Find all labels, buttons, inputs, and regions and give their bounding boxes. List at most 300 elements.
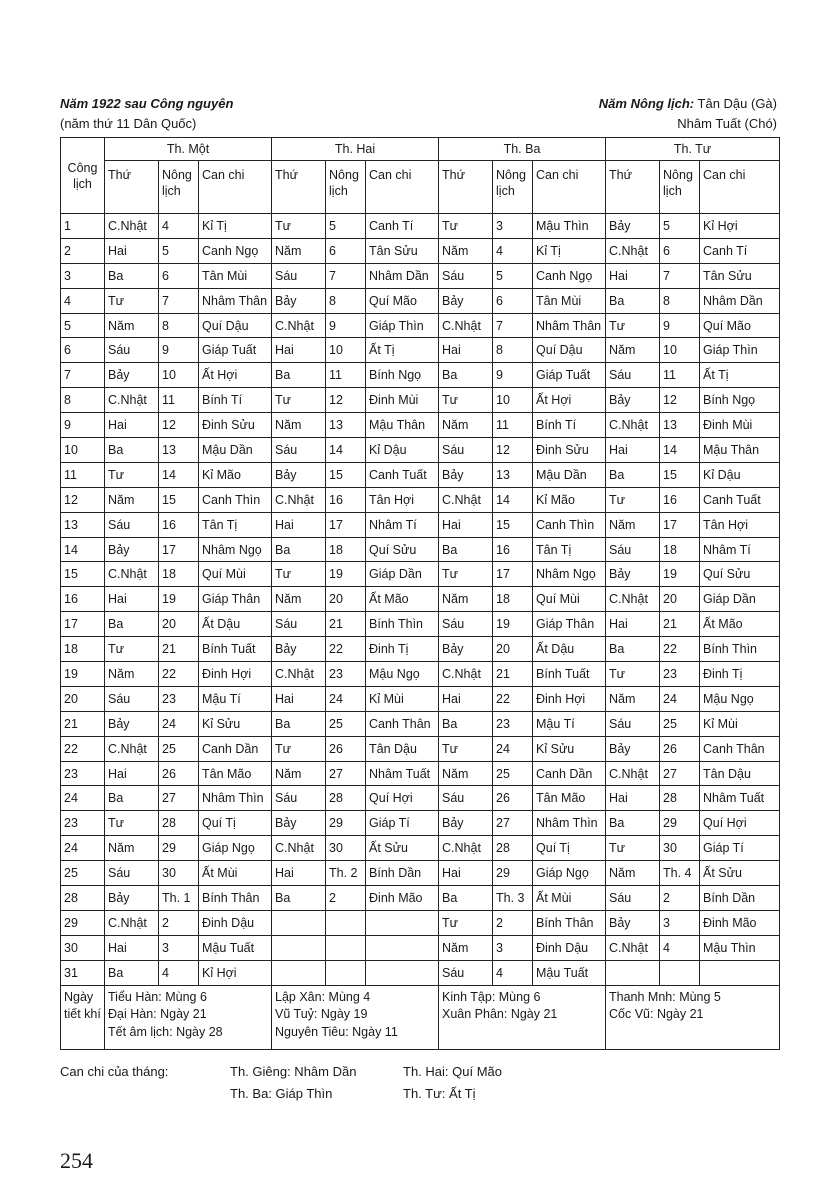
col-header-nong-lich: Nông lịch — [326, 161, 366, 214]
table-row — [61, 288, 780, 313]
table-row — [61, 338, 780, 363]
table-row — [61, 935, 780, 960]
cell-can-chi: Nhâm Tí — [366, 512, 439, 537]
cell-nong-lich: 3 — [660, 910, 700, 935]
table-row — [61, 537, 780, 562]
cell-nong-lich: 24 — [493, 736, 533, 761]
cell-nong-lich: 28 — [493, 836, 533, 861]
cell-thu: Năm — [439, 761, 493, 786]
cell-nong-lich: 4 — [493, 238, 533, 263]
cell-thu: Hai — [439, 512, 493, 537]
cell-thu: Năm — [105, 487, 159, 512]
cell-cong-lich: 12 — [61, 487, 105, 512]
col-header-thu: Thứ — [439, 161, 493, 214]
cell-thu: Hai — [606, 438, 660, 463]
cell-thu: Hai — [606, 612, 660, 637]
cell-can-chi: Giáp Ngọ — [533, 861, 606, 886]
cell-thu: Sáu — [606, 537, 660, 562]
cell-can-chi: Kỉ Hợi — [700, 214, 780, 239]
cell-can-chi: Giáp Ngọ — [199, 836, 272, 861]
cell-thu: Hai — [272, 861, 326, 886]
cell-thu: Năm — [272, 238, 326, 263]
cell-thu: Bảy — [606, 388, 660, 413]
cell-nong-lich — [660, 960, 700, 985]
cell-thu: Bảy — [439, 462, 493, 487]
cell-nong-lich: 25 — [493, 761, 533, 786]
cell-nong-lich: 19 — [326, 562, 366, 587]
cell-cong-lich: 24 — [61, 836, 105, 861]
table-row — [61, 761, 780, 786]
cell-can-chi: Tân Dậu — [700, 761, 780, 786]
cell-nong-lich: 6 — [326, 238, 366, 263]
cell-can-chi: Bính Ngọ — [366, 363, 439, 388]
cell-can-chi: Kỉ Dậu — [700, 462, 780, 487]
cell-can-chi: Canh Tuất — [366, 462, 439, 487]
cell-can-chi: Bính Thìn — [700, 637, 780, 662]
table-row — [61, 587, 780, 612]
cell-thu: C.Nhật — [105, 736, 159, 761]
cell-can-chi: Kỉ Mão — [199, 462, 272, 487]
cell-can-chi: Quí Hợi — [700, 811, 780, 836]
cell-nong-lich: 29 — [159, 836, 199, 861]
cell-nong-lich: 23 — [159, 686, 199, 711]
cell-nong-lich: 8 — [660, 288, 700, 313]
cell-nong-lich: 28 — [326, 786, 366, 811]
col-header-thu: Thứ — [606, 161, 660, 214]
cell-thu: Sáu — [439, 438, 493, 463]
cell-nong-lich: 24 — [660, 686, 700, 711]
cell-thu: Tư — [105, 288, 159, 313]
cell-cong-lich: 21 — [61, 711, 105, 736]
cell-can-chi: Quí Tị — [199, 811, 272, 836]
cell-nong-lich: Th. 3 — [493, 886, 533, 911]
cell-nong-lich: 11 — [159, 388, 199, 413]
cell-thu: Năm — [272, 413, 326, 438]
cell-nong-lich: 24 — [159, 711, 199, 736]
cell-nong-lich: Th. 1 — [159, 886, 199, 911]
cell-nong-lich: 30 — [159, 861, 199, 886]
cell-thu: Ba — [272, 537, 326, 562]
cell-can-chi: Quí Sửu — [366, 537, 439, 562]
tiet-khi-month-2 — [272, 985, 439, 1049]
cell-can-chi: Canh Thân — [366, 711, 439, 736]
cell-thu: C.Nhật — [272, 487, 326, 512]
table-row — [61, 811, 780, 836]
cell-thu: Sáu — [272, 612, 326, 637]
cell-thu: Hai — [272, 338, 326, 363]
cell-nong-lich — [326, 960, 366, 985]
cell-cong-lich: 9 — [61, 413, 105, 438]
cell-thu: Ba — [272, 363, 326, 388]
cell-nong-lich: 22 — [493, 686, 533, 711]
cell-thu: C.Nhật — [606, 761, 660, 786]
table-row — [61, 910, 780, 935]
table-row — [61, 960, 780, 985]
table-row — [61, 786, 780, 811]
cell-can-chi: Quí Mão — [700, 313, 780, 338]
cell-can-chi: Kỉ Mão — [533, 487, 606, 512]
cell-can-chi: Ất Tị — [700, 363, 780, 388]
cell-can-chi: Kỉ Tị — [533, 238, 606, 263]
cell-thu: Sáu — [105, 338, 159, 363]
cell-nong-lich: 29 — [660, 811, 700, 836]
cell-nong-lich: 18 — [660, 537, 700, 562]
cell-nong-lich: 26 — [660, 736, 700, 761]
cell-can-chi: Quí Dậu — [199, 313, 272, 338]
cell-can-chi: Ất Mão — [700, 612, 780, 637]
cell-nong-lich: 5 — [159, 238, 199, 263]
cell-cong-lich: 3 — [61, 263, 105, 288]
cell-nong-lich: 16 — [493, 537, 533, 562]
cell-thu: Ba — [606, 288, 660, 313]
month-header-2: Th. Hai — [272, 138, 439, 161]
cell-nong-lich: 26 — [493, 786, 533, 811]
cell-nong-lich: 20 — [326, 587, 366, 612]
cell-nong-lich: 11 — [326, 363, 366, 388]
cell-cong-lich: 23 — [61, 811, 105, 836]
cell-nong-lich: 10 — [660, 338, 700, 363]
cell-thu: Năm — [439, 238, 493, 263]
cell-can-chi: Ất Mùi — [533, 886, 606, 911]
cell-can-chi: Nhâm Thìn — [199, 786, 272, 811]
cell-nong-lich: 20 — [660, 587, 700, 612]
cell-thu: Ba — [105, 438, 159, 463]
cell-thu: Bảy — [439, 811, 493, 836]
cell-cong-lich: 31 — [61, 960, 105, 985]
cell-thu: Tư — [105, 462, 159, 487]
cell-nong-lich: 22 — [159, 662, 199, 687]
cell-nong-lich: 8 — [493, 338, 533, 363]
tiet-khi-entry: Vũ Tuỷ: Ngày 19 — [275, 1007, 368, 1022]
cell-can-chi: Bính Thìn — [366, 612, 439, 637]
cell-can-chi: Đinh Sửu — [533, 438, 606, 463]
cell-can-chi: Nhâm Dần — [700, 288, 780, 313]
lunar-year-second: Nhâm Tuất (Chó) — [677, 116, 777, 131]
cell-thu: Hai — [439, 338, 493, 363]
cell-thu: Năm — [439, 413, 493, 438]
table-row — [61, 861, 780, 886]
cell-nong-lich: 27 — [660, 761, 700, 786]
cell-can-chi: Mậu Thân — [700, 438, 780, 463]
cell-nong-lich: 13 — [326, 413, 366, 438]
cell-thu: Tư — [606, 487, 660, 512]
cell-nong-lich: 11 — [660, 363, 700, 388]
cell-can-chi: Nhâm Thân — [199, 288, 272, 313]
cell-nong-lich: 21 — [159, 637, 199, 662]
cell-nong-lich: 28 — [660, 786, 700, 811]
cell-can-chi: Giáp Tí — [366, 811, 439, 836]
cell-can-chi: Mậu Tí — [199, 686, 272, 711]
month-header-3: Th. Ba — [439, 138, 606, 161]
cell-cong-lich: 18 — [61, 637, 105, 662]
cell-can-chi: Đinh Sửu — [199, 413, 272, 438]
cell-can-chi: Canh Thân — [700, 736, 780, 761]
cell-thu: Sáu — [272, 786, 326, 811]
cell-thu: Ba — [606, 811, 660, 836]
cell-cong-lich: 1 — [61, 214, 105, 239]
cell-thu: Năm — [439, 587, 493, 612]
cell-can-chi: Quí Tị — [533, 836, 606, 861]
gregorian-year-title: Năm 1922 sau Công nguyên — [60, 96, 234, 111]
cell-thu: Ba — [439, 537, 493, 562]
cell-thu: Ba — [439, 711, 493, 736]
cell-nong-lich — [326, 935, 366, 960]
cell-thu: C.Nhật — [105, 214, 159, 239]
cell-can-chi: Quí Mão — [366, 288, 439, 313]
cell-can-chi: Giáp Tuất — [533, 363, 606, 388]
table-row — [61, 413, 780, 438]
cell-nong-lich: 12 — [326, 388, 366, 413]
cell-nong-lich: 3 — [493, 935, 533, 960]
cell-thu: Tư — [439, 388, 493, 413]
cell-can-chi: Nhâm Ngọ — [533, 562, 606, 587]
cell-cong-lich: 4 — [61, 288, 105, 313]
cell-cong-lich: 14 — [61, 537, 105, 562]
cell-can-chi: Bính Tí — [199, 388, 272, 413]
table-row — [61, 736, 780, 761]
cell-cong-lich: 2 — [61, 238, 105, 263]
cell-can-chi: Giáp Thìn — [366, 313, 439, 338]
cell-thu: Tư — [439, 736, 493, 761]
tiet-khi-entry: Lập Xân: Mùng 4 — [275, 989, 371, 1004]
tiet-khi-month-3 — [439, 985, 606, 1049]
cell-nong-lich: 21 — [493, 662, 533, 687]
cell-nong-lich: 20 — [493, 637, 533, 662]
cell-thu: Bảy — [606, 214, 660, 239]
cell-can-chi: Mậu Thân — [366, 413, 439, 438]
month-header-1: Th. Một — [105, 138, 272, 161]
cell-thu: Ba — [105, 612, 159, 637]
table-row — [61, 487, 780, 512]
cell-thu: Ba — [606, 637, 660, 662]
cell-can-chi: Tân Mão — [533, 786, 606, 811]
cell-thu: Ba — [606, 462, 660, 487]
cell-cong-lich: 13 — [61, 512, 105, 537]
cell-nong-lich: 3 — [493, 214, 533, 239]
cell-thu: Bảy — [606, 910, 660, 935]
cell-thu: Sáu — [105, 512, 159, 537]
cell-nong-lich: 12 — [159, 413, 199, 438]
cell-can-chi: Bính Thân — [199, 886, 272, 911]
cell-nong-lich: 23 — [660, 662, 700, 687]
cell-can-chi: Đinh Hợi — [533, 686, 606, 711]
cell-can-chi: Mậu Dần — [199, 438, 272, 463]
cell-thu: Ba — [272, 886, 326, 911]
cell-can-chi: Canh Tuất — [700, 487, 780, 512]
lunar-year-title: Năm Nông lịch: Tân Dậu (Gà) — [598, 96, 777, 111]
cell-can-chi: Kỉ Sửu — [533, 736, 606, 761]
cell-thu: Tư — [272, 562, 326, 587]
cell-thu: Sáu — [105, 861, 159, 886]
cell-can-chi: Ất Sửu — [366, 836, 439, 861]
cell-nong-lich: 14 — [326, 438, 366, 463]
cell-thu: Tư — [272, 214, 326, 239]
tiet-khi-entry: Xuân Phân: Ngày 21 — [442, 1007, 558, 1022]
cell-nong-lich: 11 — [493, 413, 533, 438]
cell-thu: C.Nhật — [439, 836, 493, 861]
table-row — [61, 711, 780, 736]
cell-cong-lich: 15 — [61, 562, 105, 587]
cell-can-chi: Mậu Tuất — [199, 935, 272, 960]
table-row — [61, 313, 780, 338]
cell-nong-lich: 17 — [493, 562, 533, 587]
cell-thu: Bảy — [272, 462, 326, 487]
cell-nong-lich: 2 — [660, 886, 700, 911]
cell-nong-lich — [326, 910, 366, 935]
cell-nong-lich: 19 — [660, 562, 700, 587]
cell-can-chi: Bính Dần — [700, 886, 780, 911]
cell-nong-lich: 19 — [159, 587, 199, 612]
cell-can-chi: Tân Dậu — [366, 736, 439, 761]
cell-can-chi: Bính Thân — [533, 910, 606, 935]
cell-can-chi: Bính Ngọ — [700, 388, 780, 413]
month-canchi-3: Th. Ba: Giáp Thìn — [230, 1086, 333, 1101]
cell-thu: C.Nhật — [439, 662, 493, 687]
cell-nong-lich: 5 — [326, 214, 366, 239]
cell-nong-lich: 7 — [326, 263, 366, 288]
cell-thu — [272, 935, 326, 960]
table-row — [61, 388, 780, 413]
cell-thu: Bảy — [105, 711, 159, 736]
cell-can-chi: Giáp Dần — [700, 587, 780, 612]
cell-nong-lich: 21 — [326, 612, 366, 637]
table-row — [61, 462, 780, 487]
cell-can-chi: Đinh Hợi — [199, 662, 272, 687]
cell-thu: Hai — [105, 238, 159, 263]
cell-thu: Bảy — [439, 637, 493, 662]
cell-nong-lich: 27 — [159, 786, 199, 811]
cell-nong-lich: 7 — [159, 288, 199, 313]
cell-cong-lich: 24 — [61, 786, 105, 811]
cell-nong-lich: 23 — [493, 711, 533, 736]
cell-can-chi: Nhâm Ngọ — [199, 537, 272, 562]
cell-thu: Tư — [105, 637, 159, 662]
cell-can-chi: Tân Mão — [199, 761, 272, 786]
table-row — [61, 686, 780, 711]
cell-nong-lich: 12 — [660, 388, 700, 413]
cell-can-chi: Mậu Ngọ — [700, 686, 780, 711]
table-row — [61, 662, 780, 687]
cell-nong-lich: 14 — [493, 487, 533, 512]
cell-nong-lich: 15 — [660, 462, 700, 487]
cell-thu: Ba — [272, 711, 326, 736]
cell-can-chi: Đinh Mão — [700, 910, 780, 935]
table-row — [61, 637, 780, 662]
cell-nong-lich: 13 — [493, 462, 533, 487]
cell-thu: Sáu — [439, 786, 493, 811]
cell-can-chi: Ất Dậu — [199, 612, 272, 637]
tiet-khi-label: Ngày tiết khí — [61, 985, 105, 1049]
cell-nong-lich: 27 — [493, 811, 533, 836]
cell-can-chi — [700, 960, 780, 985]
cell-nong-lich: 22 — [660, 637, 700, 662]
cell-thu: Ba — [105, 786, 159, 811]
cell-can-chi: Đinh Tị — [366, 637, 439, 662]
cell-thu: Tư — [105, 811, 159, 836]
cell-nong-lich: 30 — [326, 836, 366, 861]
cell-can-chi: Canh Tí — [700, 238, 780, 263]
cell-nong-lich: 18 — [493, 587, 533, 612]
cell-thu: Ba — [439, 886, 493, 911]
cell-nong-lich: 14 — [660, 438, 700, 463]
cell-thu: Sáu — [272, 438, 326, 463]
cell-nong-lich: 29 — [493, 861, 533, 886]
col-header-can-chi: Can chi — [700, 161, 780, 214]
cell-can-chi — [366, 960, 439, 985]
cell-nong-lich: 7 — [493, 313, 533, 338]
cell-thu: Bảy — [606, 562, 660, 587]
cell-thu: Bảy — [105, 363, 159, 388]
cell-thu: Ba — [105, 960, 159, 985]
cell-nong-lich: 13 — [159, 438, 199, 463]
cell-can-chi: Canh Ngọ — [533, 263, 606, 288]
cell-nong-lich: 9 — [660, 313, 700, 338]
cell-can-chi: Ất Mùi — [199, 861, 272, 886]
cell-nong-lich: 19 — [493, 612, 533, 637]
cell-cong-lich: 5 — [61, 313, 105, 338]
cell-can-chi: Bính Tí — [533, 413, 606, 438]
cell-thu: Năm — [105, 662, 159, 687]
cell-nong-lich: 16 — [159, 512, 199, 537]
cell-thu: Hai — [439, 686, 493, 711]
cell-thu: Bảy — [272, 811, 326, 836]
cell-thu: C.Nhật — [606, 413, 660, 438]
cell-can-chi: Đinh Mão — [366, 886, 439, 911]
col-header-thu: Thứ — [272, 161, 326, 214]
cell-thu: Tư — [272, 736, 326, 761]
cell-thu — [272, 910, 326, 935]
cell-thu: Hai — [105, 761, 159, 786]
cell-nong-lich: 25 — [326, 711, 366, 736]
cell-thu: Tư — [606, 662, 660, 687]
tiet-khi-row — [61, 985, 780, 1049]
cell-can-chi: Tân Mùi — [533, 288, 606, 313]
cell-thu: Tư — [439, 562, 493, 587]
cell-nong-lich: 8 — [326, 288, 366, 313]
cell-nong-lich: 25 — [660, 711, 700, 736]
cell-cong-lich: 16 — [61, 587, 105, 612]
tiet-khi-month-1 — [105, 985, 272, 1049]
cell-thu: Tư — [606, 313, 660, 338]
calendar-table — [60, 137, 780, 1050]
cell-can-chi: Nhâm Tuất — [700, 786, 780, 811]
col-header-can-chi: Can chi — [366, 161, 439, 214]
cell-nong-lich: 7 — [660, 263, 700, 288]
table-row — [61, 836, 780, 861]
cell-can-chi: Tân Sửu — [366, 238, 439, 263]
cell-can-chi: Ất Mão — [366, 587, 439, 612]
cell-thu: Tư — [606, 836, 660, 861]
cell-thu: Bảy — [105, 886, 159, 911]
cell-thu: Sáu — [272, 263, 326, 288]
cell-can-chi — [366, 910, 439, 935]
cell-can-chi: Tân Sửu — [700, 263, 780, 288]
cell-thu: Năm — [272, 587, 326, 612]
cell-can-chi: Canh Dần — [199, 736, 272, 761]
cell-nong-lich: 2 — [493, 910, 533, 935]
cell-thu: Sáu — [439, 960, 493, 985]
cell-nong-lich: 10 — [159, 363, 199, 388]
cell-can-chi: Giáp Thìn — [700, 338, 780, 363]
cell-can-chi: Ất Sửu — [700, 861, 780, 886]
cell-thu: C.Nhật — [272, 313, 326, 338]
cell-cong-lich: 7 — [61, 363, 105, 388]
tiet-khi-entry: Thanh Mnh: Mùng 5 — [609, 989, 721, 1004]
cell-can-chi: Canh Dần — [533, 761, 606, 786]
cell-nong-lich: 17 — [159, 537, 199, 562]
cell-thu: Tư — [272, 388, 326, 413]
cell-can-chi: Kỉ Tị — [199, 214, 272, 239]
